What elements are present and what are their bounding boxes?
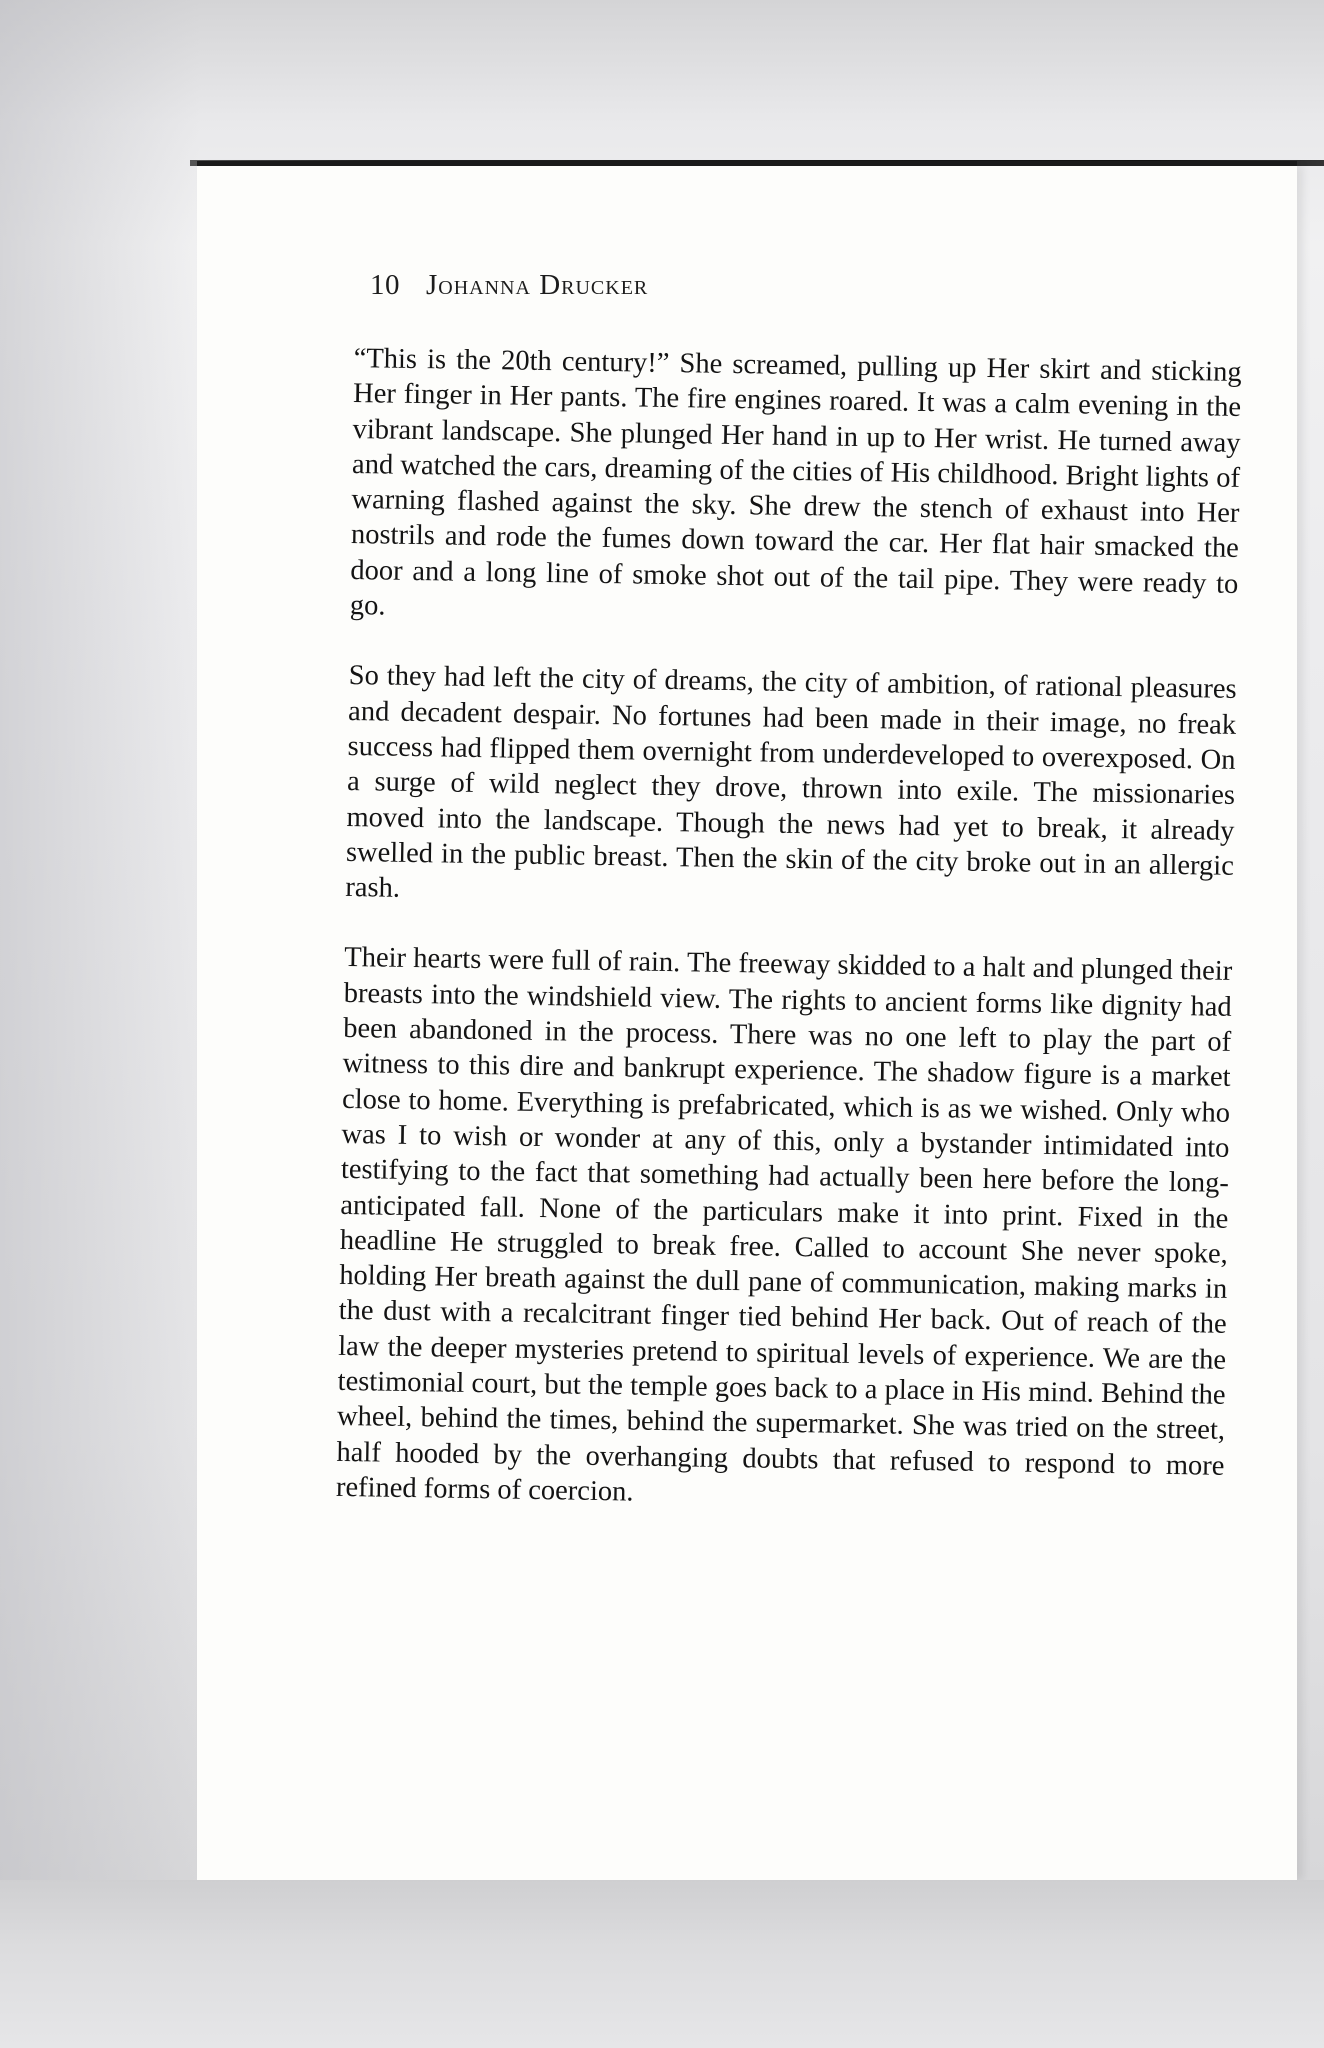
book-page xyxy=(197,166,1297,1880)
scan-background-shadow xyxy=(0,0,200,2048)
paragraph-1: “This is the 20th century!” She screamed, pulling up Her skirt and sticking Her finger in Her pants. The fire engines roared. It was a calm evening in the vibrant landscape. She plunged Her hand in up to Her wrist. He turned away and watched the cars, dreaming of the cities of His childhood. Bright lights of warning flashed against the sky. She drew the stench of exhaust into Her nostrils and rode the fumes down toward the car. Her flat hair smacked the door and a long line of smoke shot out of the tail pipe. They were ready to go. xyxy=(349,342,1242,622)
scan-background-bottom xyxy=(0,1880,1324,2048)
paragraph-2: So they had left the city of dreams, the city of ambition, of rational pleasures and decadent despair. No fortunes had been made in their image, no freak success had flipped them overnight from underdeveloped to overexposed. On a surge of wild neglect they drove, thrown into exile. The missionaries moved into the landscape. Though the news had yet to break, it already swelled in the public breast. Then the skin of the city broke out in an allergic rash. xyxy=(345,660,1237,904)
author-name: Johanna Drucker xyxy=(426,269,649,301)
paragraph-3: Their hearts were full of rain. The freeway skidded to a halt and plunged their breasts into the windshield view. The rights to ancient forms like dignity had been abandoned in the process. There was no one left to play the part of witness to this dire and bankrupt experience. The shadow figure is a market close to home. Everything is prefabricated, which is as we wished. Only who was I to wish or wonder at any of this, only a bystander intimidated into testifying to the fact that something had actually been here before the long-anticipated fall. None of the particulars make it into print. Fixed in the headline He struggled to break free. Called to account She never spoke, holding Her breath against the dull pane of communication, making marks in the dust with a recalcitrant finger tied behind Her back. Out of reach of the law the deeper mysteries pretend to spiritual levels of experience. We are the testimonial court, but the temple goes back to a place in His mind. Behind the wheel, behind the times, behind the supermarket. She was tried on the street, half hooded by the overhanging doubts that refused to respond to more refined forms of coercion. xyxy=(335,942,1233,1508)
body-text xyxy=(336,341,1242,1519)
page-number: 10 xyxy=(370,269,400,301)
running-head xyxy=(370,269,648,302)
